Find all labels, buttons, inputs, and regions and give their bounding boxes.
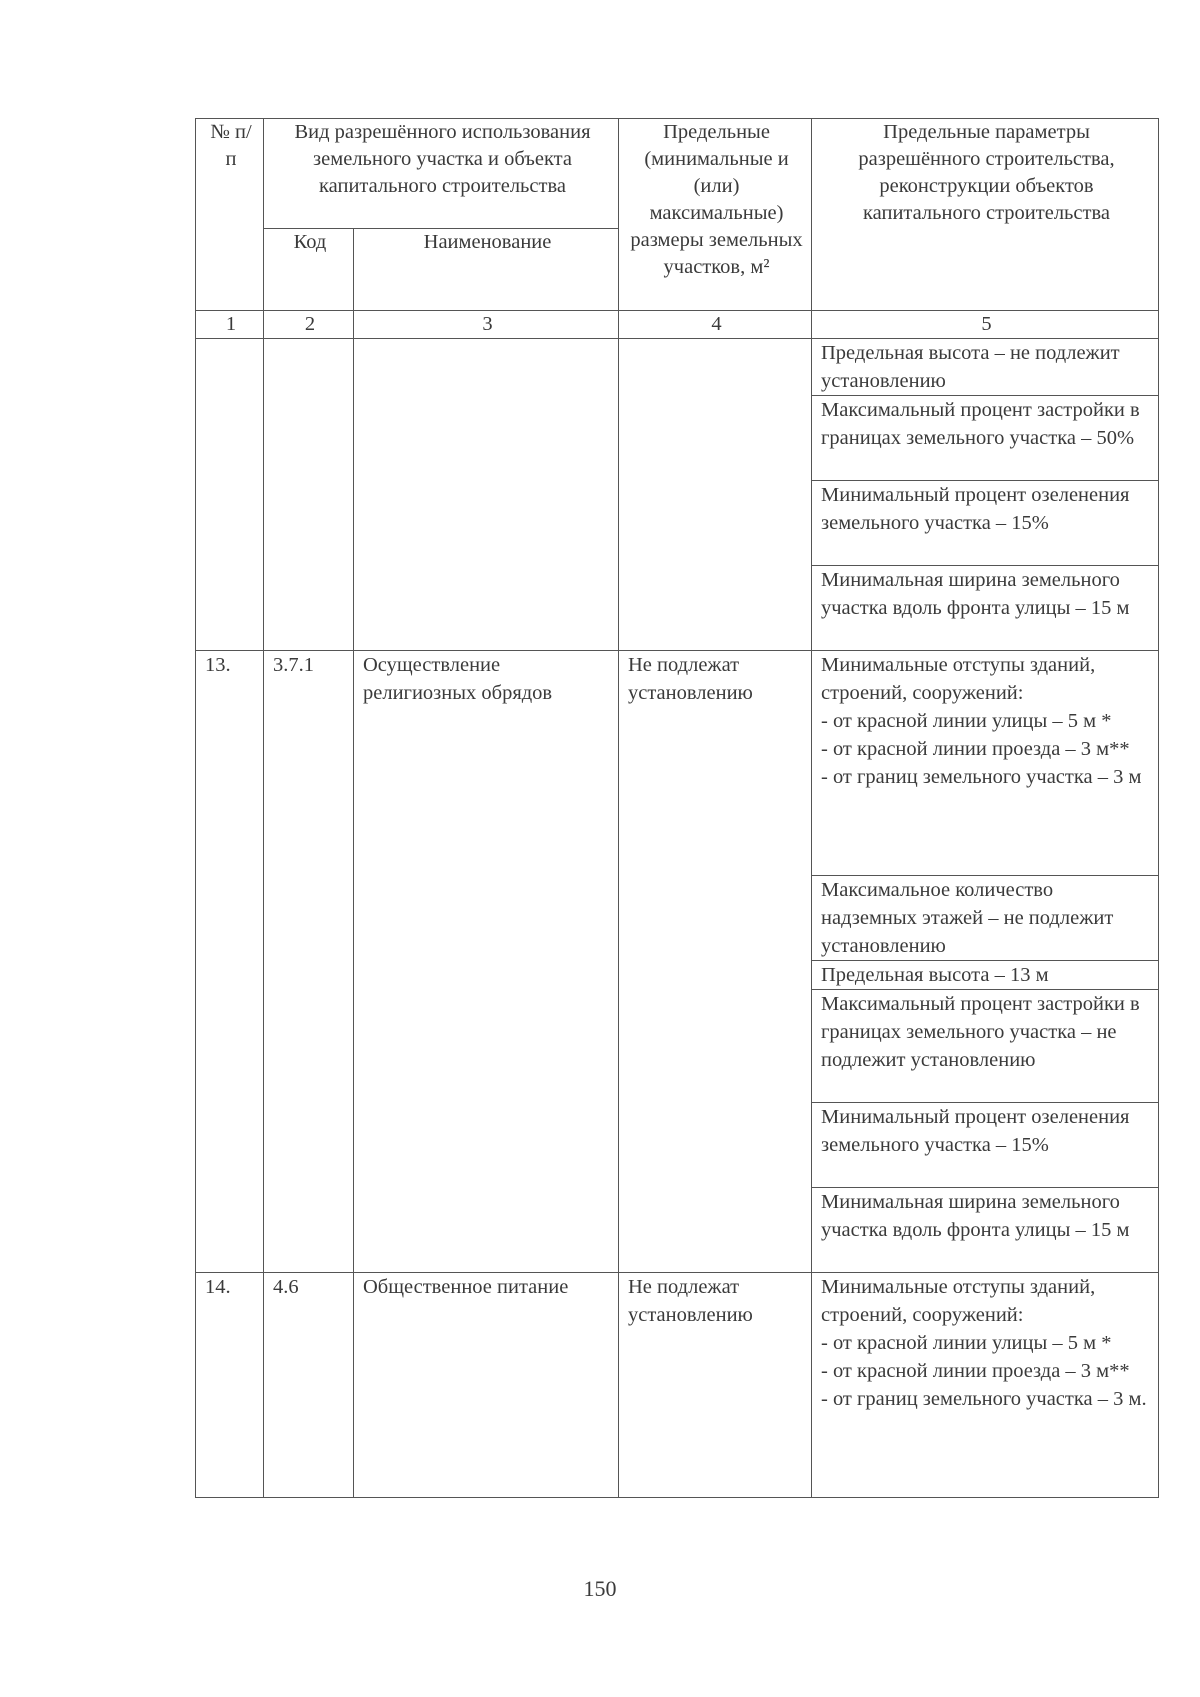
cell-empty xyxy=(196,339,264,651)
cell-empty xyxy=(619,339,812,651)
page-number: 150 xyxy=(583,1576,617,1601)
param-cell: Предельная высота – не подлежит установлению xyxy=(812,339,1159,396)
param-cell: Предельная высота – 13 м xyxy=(812,961,1159,990)
param-cell: Максимальный процент застройки в границах земельного участка – не подлежит установлению xyxy=(812,990,1159,1103)
column-number: 1 xyxy=(196,311,264,339)
cell-empty xyxy=(354,339,619,651)
row-name: Осуществление религиозных обрядов xyxy=(354,651,619,1273)
row-plot-size: Не подлежат установлению xyxy=(619,651,812,1273)
column-number: 4 xyxy=(619,311,812,339)
row-number: 14. xyxy=(196,1273,264,1498)
header-permitted-use: Вид разрешённого использования земельного участка и объекта капитального строительства xyxy=(264,119,619,229)
param-cell: Максимальное количество надземных этажей – не подлежит установлению xyxy=(812,876,1159,961)
header-plot-size: Предельные (минимальные и (или) максимальные) размеры земельных участков, м² xyxy=(619,119,812,311)
row-code: 3.7.1 xyxy=(264,651,354,1273)
row-name: Общественное питание xyxy=(354,1273,619,1498)
header-code: Код xyxy=(264,229,354,311)
header-parameters: Предельные параметры разрешённого строительства, реконструкции объектов капитального строительства xyxy=(812,119,1159,311)
param-cell: Минимальный процент озеленения земельного участка – 15% xyxy=(812,481,1159,566)
param-cell: Минимальные отступы зданий, строений, сооружений: - от красной линии улицы – 5 м * - от красной линии проезда – 3 м** - от границ земельного участка – 3 м. xyxy=(812,1273,1159,1498)
regulations-table xyxy=(195,118,1159,1498)
column-number: 2 xyxy=(264,311,354,339)
param-cell: Минимальные отступы зданий, строений, сооружений: - от красной линии улицы – 5 м * - от красной линии проезда – 3 м** - от границ земельного участка – 3 м xyxy=(812,651,1159,876)
column-number: 5 xyxy=(812,311,1159,339)
header-num: № п/п xyxy=(196,119,264,311)
table-row xyxy=(196,651,1159,876)
column-number: 3 xyxy=(354,311,619,339)
cell-empty xyxy=(264,339,354,651)
table-row xyxy=(196,1273,1159,1498)
param-cell: Минимальная ширина земельного участка вдоль фронта улицы – 15 м xyxy=(812,566,1159,651)
row-number: 13. xyxy=(196,651,264,1273)
header-name: Наименование xyxy=(354,229,619,311)
param-cell: Максимальный процент застройки в границах земельного участка – 50% xyxy=(812,396,1159,481)
table-row xyxy=(196,339,1159,396)
param-cell: Минимальный процент озеленения земельного участка – 15% xyxy=(812,1103,1159,1188)
row-plot-size: Не подлежат установлению xyxy=(619,1273,812,1498)
param-cell: Минимальная ширина земельного участка вдоль фронта улицы – 15 м xyxy=(812,1188,1159,1273)
row-code: 4.6 xyxy=(264,1273,354,1498)
